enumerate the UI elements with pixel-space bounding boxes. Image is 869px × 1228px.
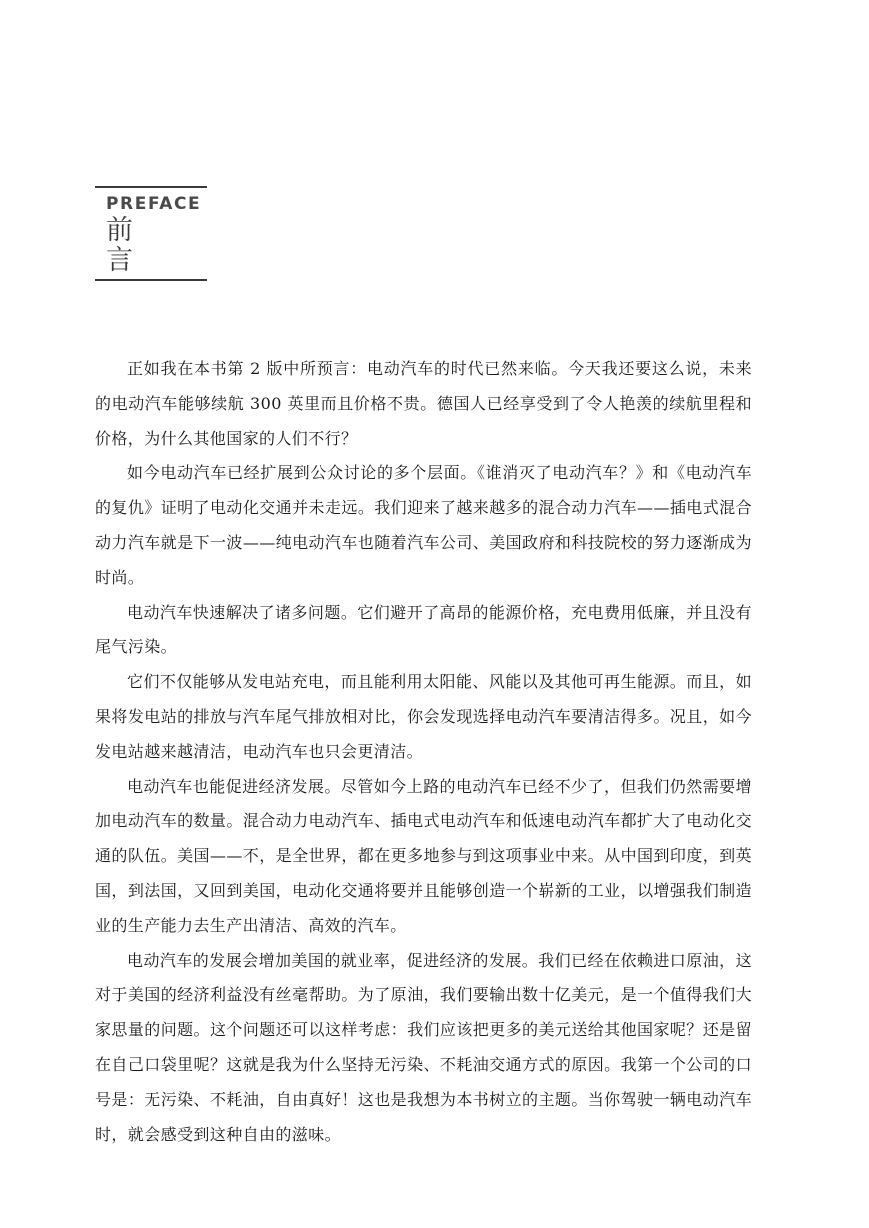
heading-chinese: 前言 bbox=[106, 215, 161, 276]
heading-top-rule bbox=[95, 186, 207, 188]
paragraph-1: 正如我在本书第 2 版中所预言：电动汽车的时代已然来临。今天我还要这么说，未来的电动汽车能够续航 300 英里而且价格不贵。德国人已经享受到了令人艳羡的续航里程和价格，为什么其他国家的人们不行？ bbox=[95, 359, 752, 448]
paragraph-6: 电动汽车的发展会增加美国的就业率，促进经济的发展。我们已经在依赖进口原油，这对于美国的经济利益没有丝毫帮助。为了原油，我们要输出数十亿美元，是一个值得我们大家思量的问题。这个问题还可以这样考虑：我们应该把更多的美元送给其他国家呢？还是留在自己口袋里呢？这就是我为什么坚持无污染、不耗油交通方式的原因。我第一个公司的口号是：无污染、不耗油，自由真好！这也是我想为本书树立的主题。当你驾驶一辆电动汽车时，就会感受到这种自由的滋味。 bbox=[95, 950, 752, 1144]
paragraph-3: 电动汽车快速解决了诸多问题。它们避开了高昂的能源价格，充电费用低廉，并且没有尾气污染。 bbox=[95, 602, 752, 657]
paragraph-2: 如今电动汽车已经扩展到公众讨论的多个层面。《谁消灭了电动汽车？》和《电动汽车的复仇》证明了电动化交通并未走远。我们迎来了越来越多的混合动力汽车——插电式混合动力汽车就是下一波——纯电动汽车也随着汽车公司、美国政府和科技院校的努力逐渐成为时尚。 bbox=[95, 463, 752, 587]
paragraph-5: 电动汽车也能促进经济发展。尽管如今上路的电动汽车已经不少了，但我们仍然需要增加电动汽车的数量。混合动力电动汽车、插电式电动汽车和低速电动汽车都扩大了电动化交通的队伍。美国——不，是全世界，都在更多地参与到这项事业中来。从中国到印度，到英国，到法国，又回到美国，电动化交通将要并且能够创造一个崭新的工业，以增强我们制造业的生产能力去生产出清洁、高效的汽车。 bbox=[95, 776, 752, 935]
heading-english: PREFACE bbox=[106, 194, 202, 214]
paragraph-4: 它们不仅能够从发电站充电，而且能利用太阳能、风能以及其他可再生能源。而且，如果将发电站的排放与汽车尾气排放相对比，你会发现选择电动汽车要清洁得多。况且，如今发电站越来越清洁，电动汽车也只会更清洁。 bbox=[95, 672, 752, 761]
preface-heading bbox=[95, 186, 207, 281]
preface-body bbox=[95, 352, 752, 1152]
heading-bottom-rule bbox=[95, 279, 207, 281]
